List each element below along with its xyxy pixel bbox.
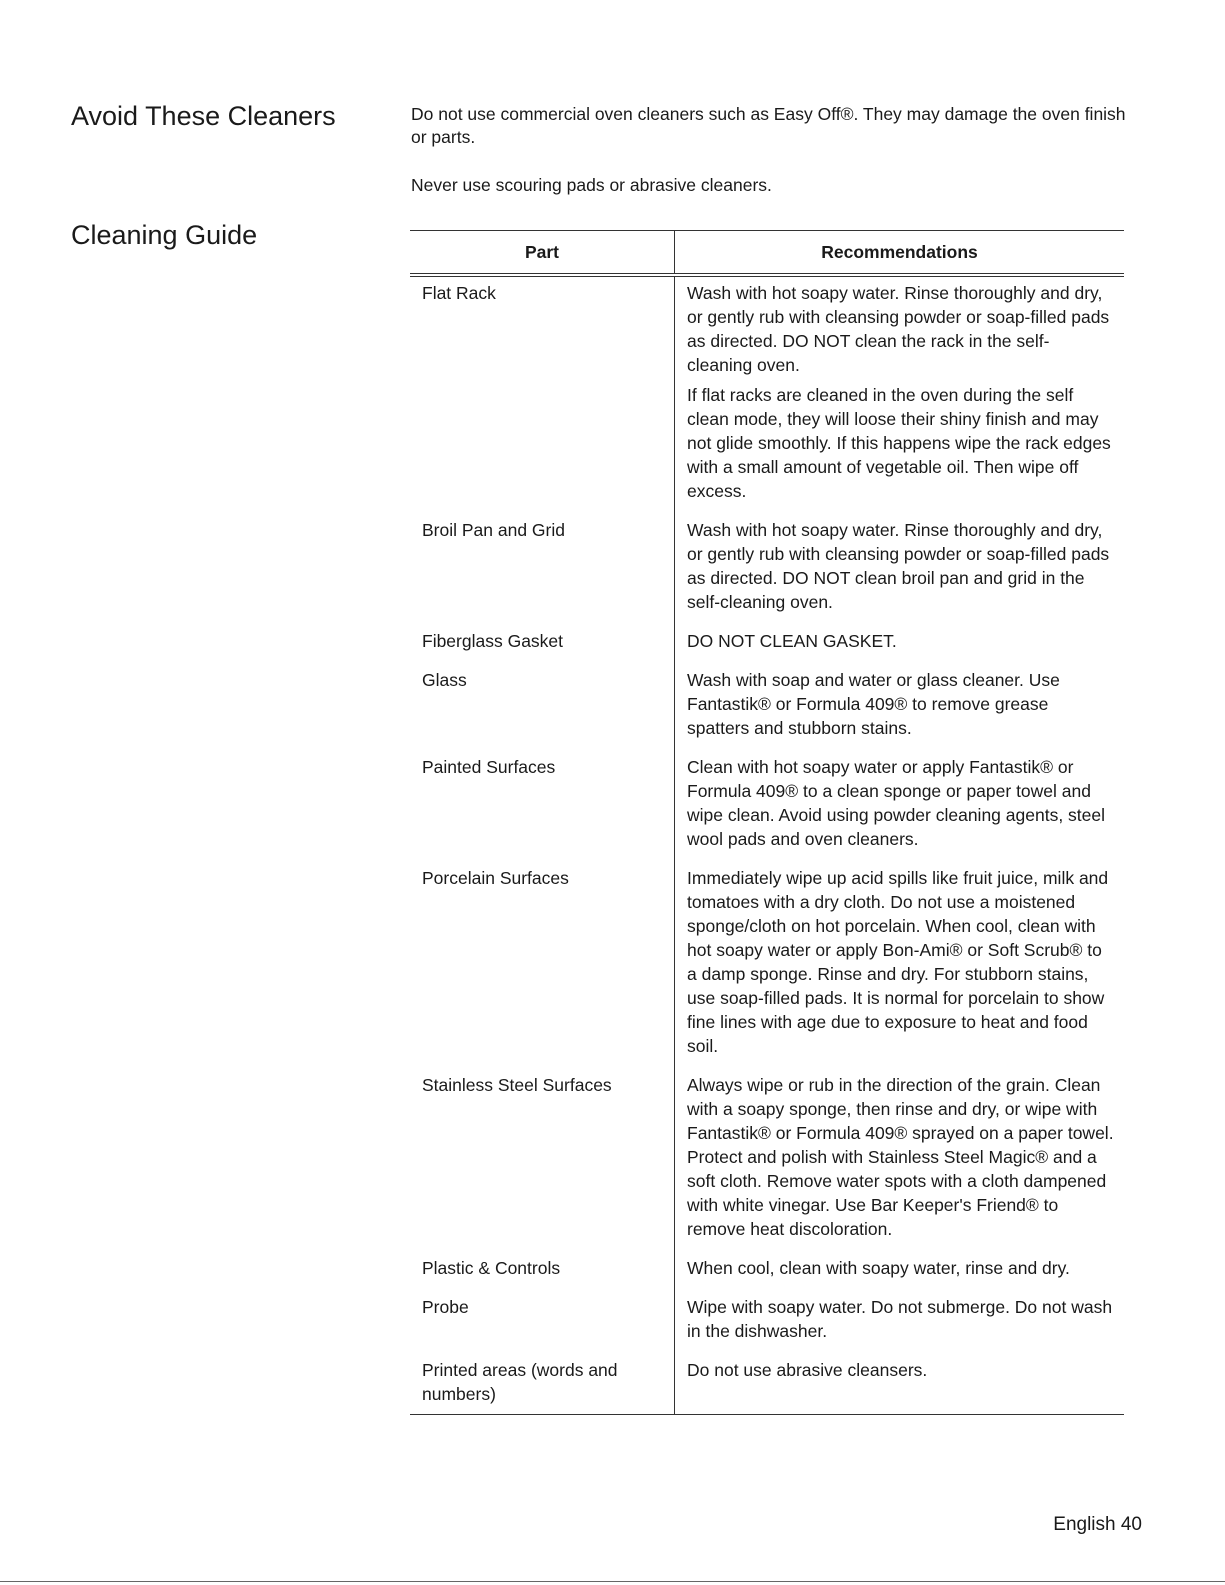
part-column-header: Part bbox=[410, 231, 675, 276]
table-row bbox=[410, 629, 1124, 668]
part-cell: Probe bbox=[410, 1295, 675, 1358]
table-row bbox=[410, 275, 1124, 518]
part-cell: Porcelain Surfaces bbox=[410, 866, 675, 1073]
avoid-cleaners-heading: Avoid These Cleaners bbox=[71, 101, 336, 131]
part-cell: Flat Rack bbox=[410, 275, 675, 518]
part-cell: Stainless Steel Surfaces bbox=[410, 1073, 675, 1256]
table-row bbox=[410, 866, 1124, 1073]
part-cell: Plastic & Controls bbox=[410, 1256, 675, 1295]
table-header-row bbox=[410, 231, 1124, 276]
part-cell: Glass bbox=[410, 668, 675, 755]
recommendation-text: Wash with hot soapy water. Rinse thoroughly and dry, or gently rub with cleansing powder or soap-filled pads as directed. DO NOT clean the rack in the self-cleaning oven. bbox=[687, 283, 1110, 375]
recommendations-column-header: Recommendations bbox=[675, 231, 1125, 276]
table-row bbox=[410, 1256, 1124, 1295]
part-cell: Fiberglass Gasket bbox=[410, 629, 675, 668]
cleaning-guide-heading: Cleaning Guide bbox=[71, 220, 258, 250]
recommendation-cell: Do not use abrasive cleansers. bbox=[687, 1360, 928, 1380]
scouring-pads-paragraph: Never use scouring pads or abrasive cleaners. bbox=[411, 175, 772, 195]
recommendation-cell: Wipe with soapy water. Do not submerge. Do not wash in the dishwasher. bbox=[687, 1297, 1113, 1341]
recommendation-cell: Immediately wipe up acid spills like fruit juice, milk and tomatoes with a dry cloth. Do not use a moistened sponge/cloth on hot porcelain. When cool, clean with hot soapy water or apply Bon-Ami® or Soft Scrub® to a damp sponge. Rinse and dry. For stubborn stains, use soap-filled pads. It is normal for porcelain to show fine lines with age due to exposure to heat and food soil. bbox=[687, 868, 1109, 1056]
recommendation-cell: Clean with hot soapy water or apply Fantastik® or Formula 409® to a clean sponge or paper towel and wipe clean. Avoid using powder cleaning agents, steel wool pads and oven cleaners. bbox=[687, 757, 1106, 849]
part-cell: Printed areas (words and numbers) bbox=[410, 1358, 675, 1415]
recommendation-cell: Wash with hot soapy water. Rinse thoroughly and dry, or gently rub with cleansing powder or soap-filled pads as directed. DO NOT clean broil pan and grid in the self-cleaning oven. bbox=[687, 520, 1110, 612]
recommendation-cell bbox=[675, 275, 1125, 518]
table-row bbox=[410, 1073, 1124, 1256]
part-cell: Broil Pan and Grid bbox=[410, 518, 675, 629]
recommendation-note: If flat racks are cleaned in the oven during the self clean mode, they will loose their shiny finish and may not glide smoothly. If this happens wipe the rack edges with a small amount of vegetable oil. Then wipe off excess. bbox=[687, 385, 1111, 501]
part-cell: Painted Surfaces bbox=[410, 755, 675, 866]
recommendation-cell: Wash with soap and water or glass cleaner. Use Fantastik® or Formula 409® to remove grease spatters and stubborn stains. bbox=[687, 670, 1060, 738]
table-row bbox=[410, 1295, 1124, 1358]
table-row bbox=[410, 755, 1124, 866]
cleaning-guide-table bbox=[410, 230, 1124, 1415]
recommendation-cell: DO NOT CLEAN GASKET. bbox=[687, 631, 897, 651]
avoid-cleaners-paragraph: Do not use commercial oven cleaners such as Easy Off®. They may damage the oven finish or parts. bbox=[411, 104, 1126, 147]
bottom-divider bbox=[0, 1581, 1225, 1582]
recommendation-cell: Always wipe or rub in the direction of the grain. Clean with a soapy sponge, then rinse and dry, or wipe with Fantastik® or Formula 409® sprayed on a paper towel. Protect and polish with Stainless Steel Magic® and a soft cloth. Remove water spots with a cloth dampened with white vinegar. Use Bar Keeper's Friend® to remove heat discoloration. bbox=[687, 1075, 1114, 1239]
page-number-label: English 40 bbox=[1053, 1514, 1142, 1535]
table-row bbox=[410, 518, 1124, 629]
recommendation-cell: When cool, clean with soapy water, rinse and dry. bbox=[687, 1258, 1070, 1278]
table-row bbox=[410, 668, 1124, 755]
table-row bbox=[410, 1358, 1124, 1415]
